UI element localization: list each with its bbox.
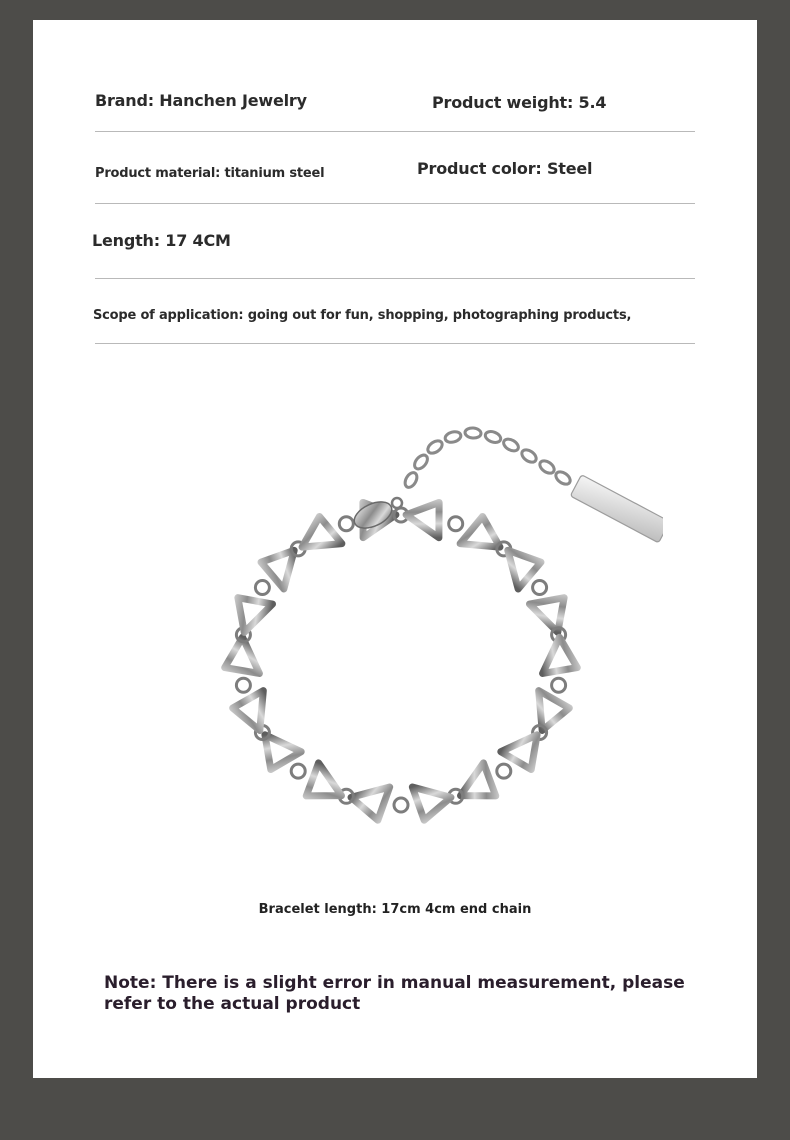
material-label: Product material: titanium steel: [95, 166, 325, 181]
bracelet-link: [300, 515, 342, 547]
divider: [95, 203, 695, 204]
bracelet-link: [253, 735, 302, 778]
bracelet-link: [295, 763, 342, 812]
bracelet-link: [406, 491, 455, 538]
bracelet-image: [183, 400, 663, 840]
extender-chain: [403, 427, 573, 489]
bracelet-jump-ring: [449, 517, 463, 531]
brand-label: Brand: Hanchen Jewelry: [95, 91, 307, 110]
bracelet-length-caption: Bracelet length: 17cm 4cm end chain: [258, 902, 532, 917]
length-label: Length: 17 4CM: [92, 231, 231, 250]
bracelet-jump-ring: [394, 798, 408, 812]
divider: [95, 131, 695, 132]
bracelet-jump-ring: [291, 764, 305, 778]
bracelet-link: [231, 688, 263, 730]
bracelet-link: [461, 763, 508, 812]
bracelet-link: [501, 735, 550, 778]
bracelet-jump-ring: [339, 517, 353, 531]
bracelet-link: [351, 787, 397, 825]
bracelet-link: [216, 637, 259, 686]
bracelet-link: [460, 515, 502, 547]
divider: [95, 278, 695, 279]
bracelet-links: [216, 491, 586, 825]
product-spec-sheet: [33, 20, 757, 1078]
bracelet-jump-ring: [497, 764, 511, 778]
bracelet-link: [405, 787, 451, 825]
bracelet-jump-ring: [236, 678, 250, 692]
bracelet-link: [224, 584, 273, 633]
bracelet-link: [539, 688, 571, 730]
bracelet-link: [543, 637, 586, 686]
bracelet-jump-ring: [255, 581, 269, 595]
weight-label: Product weight: 5.4: [432, 93, 607, 112]
scope-label: Scope of application: going out for fun, shopping, photographing products,: [93, 308, 632, 323]
bracelet-jump-ring: [552, 678, 566, 692]
bracelet-tag: [570, 475, 663, 543]
bracelet-link: [529, 584, 578, 633]
measurement-note: Note: There is a slight error in manual measurement, please refer to the actual product: [104, 973, 685, 1014]
divider: [95, 343, 695, 344]
color-label: Product color: Steel: [417, 159, 593, 178]
bracelet-jump-ring: [533, 581, 547, 595]
